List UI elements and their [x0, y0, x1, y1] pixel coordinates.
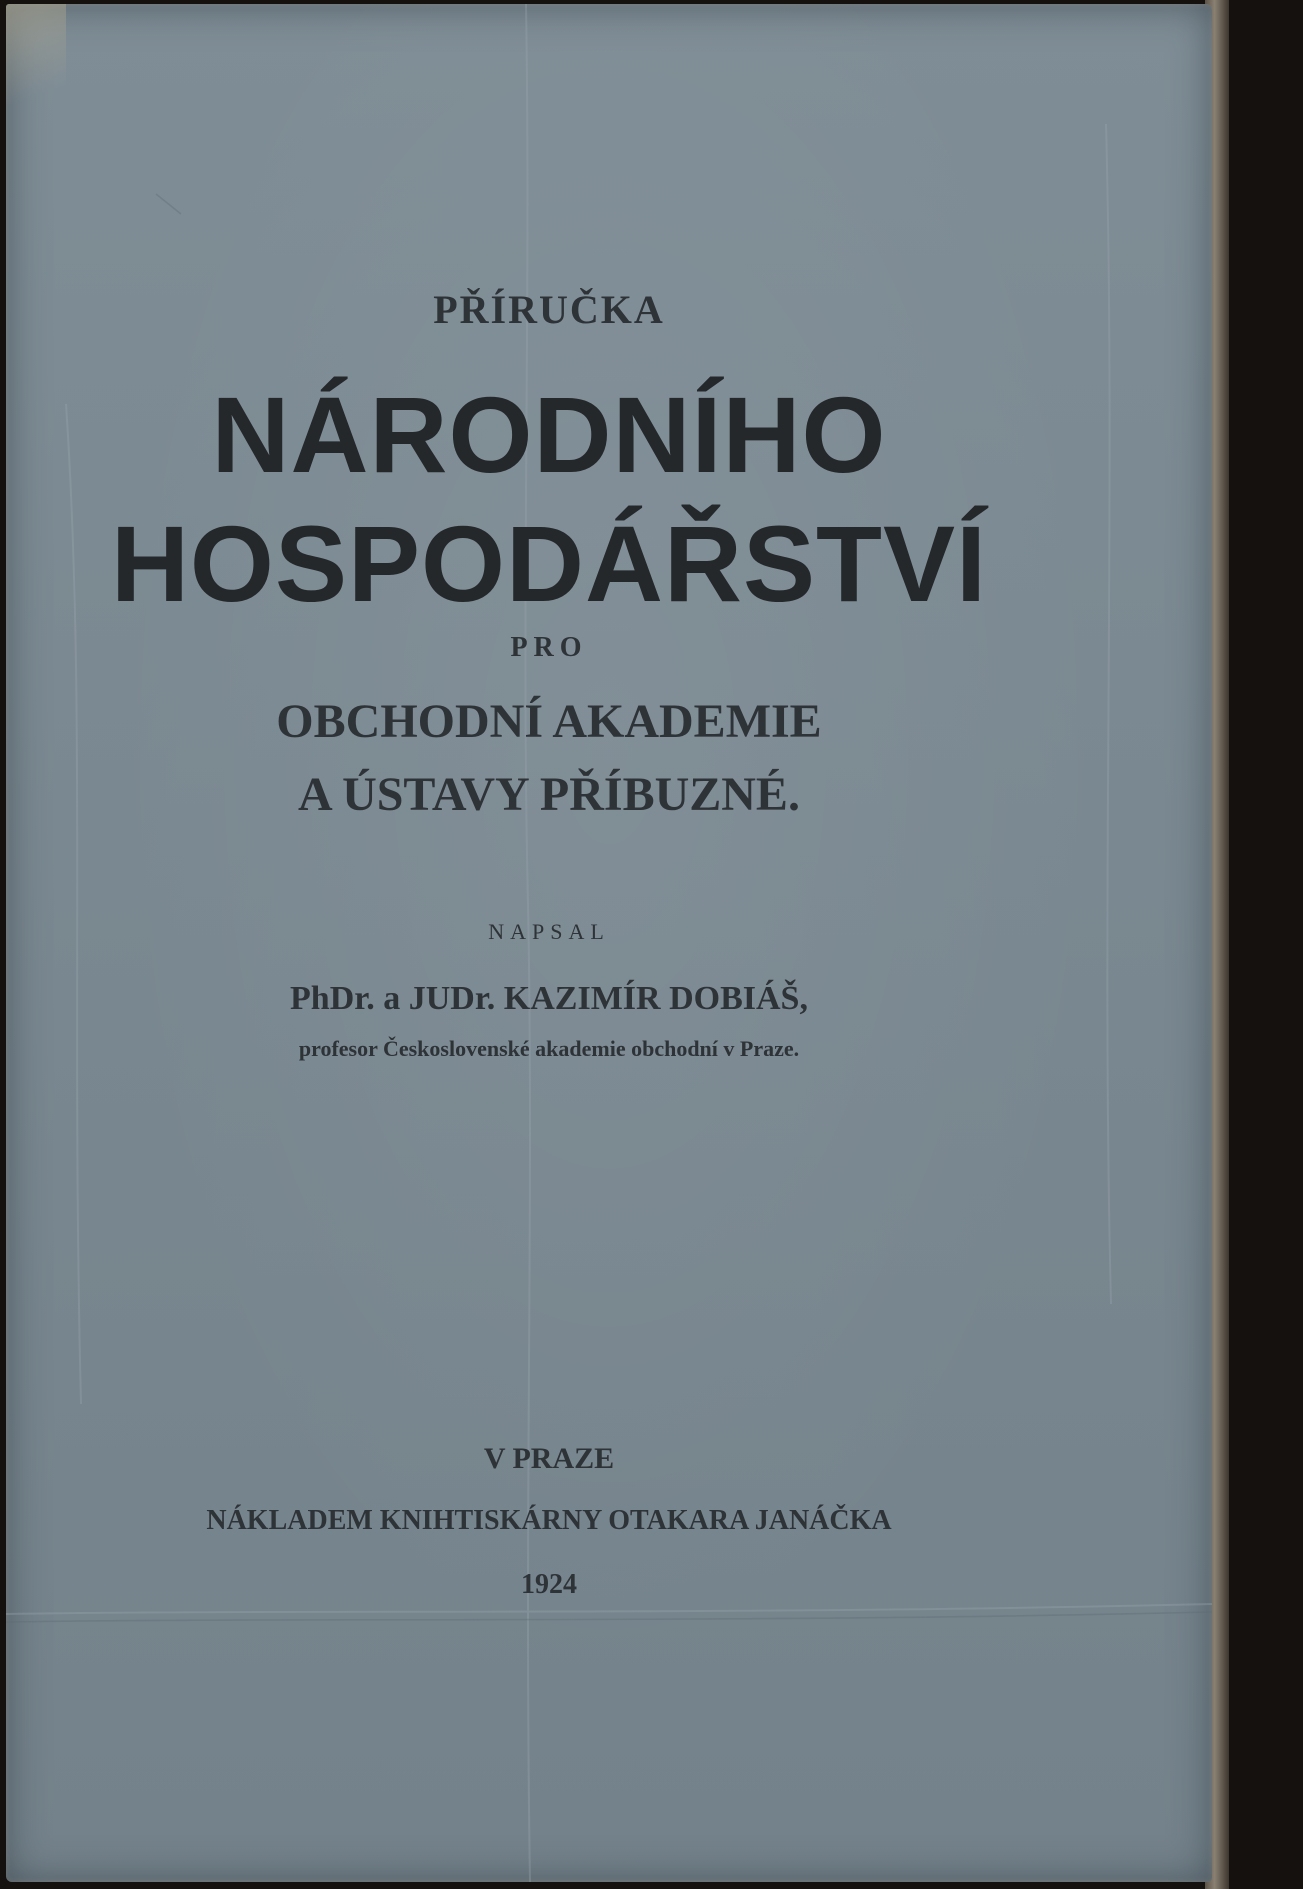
author-affiliation: profesor Československé akademie obchodní v Praze.: [298, 1036, 800, 1061]
title-line-1: NÁRODNÍHO: [211, 374, 887, 495]
publication-city: V PRAZE: [483, 1442, 615, 1475]
written-by-label: NAPSAL: [488, 919, 610, 944]
book-cover: [6, 4, 1212, 1882]
worn-corner: [6, 4, 66, 154]
author-name: PhDr. a JUDr. KAZIMÍR DOBIÁŠ,: [290, 980, 808, 1017]
subtitle-line-2: A ÚSTAVY PŘÍBUZNÉ.: [298, 768, 800, 821]
for-word: PRO: [510, 632, 588, 663]
title-line-2: HOSPODÁŘSTVÍ: [110, 503, 988, 624]
publisher: NÁKLADEM KNIHTISKÁRNY OTAKARA JANÁČKA: [206, 1505, 892, 1536]
subtitle-line-1: OBCHODNÍ AKADEMIE: [276, 695, 822, 748]
publication-year: 1924: [521, 1569, 577, 1600]
heading: PŘÍRUČKA: [433, 287, 665, 332]
